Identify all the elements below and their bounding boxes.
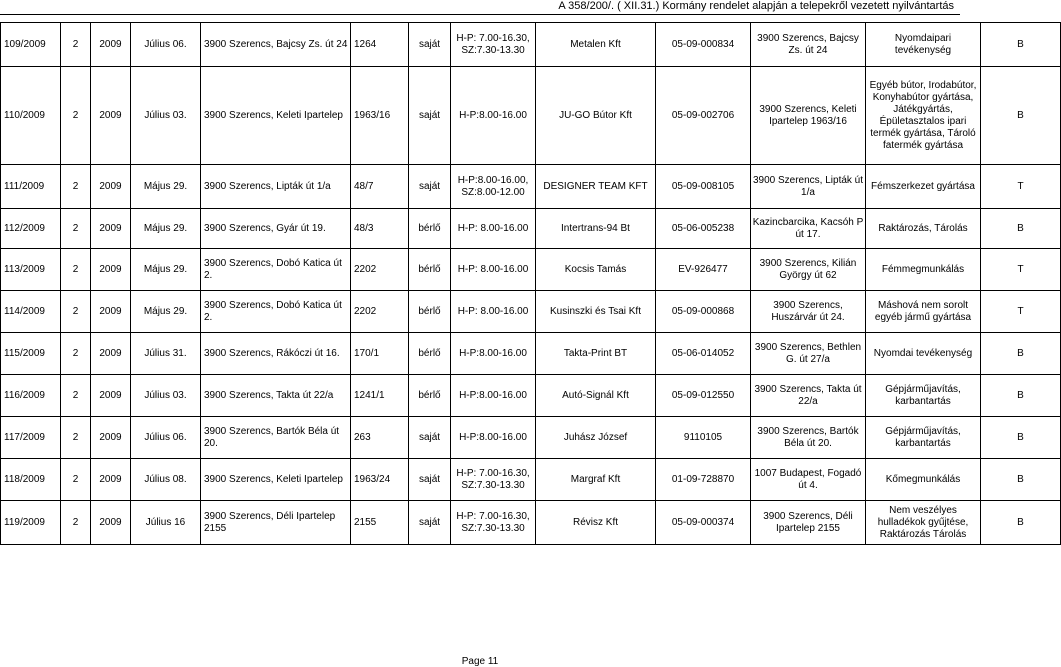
cell-activity: Gépjárműjavítás, karbantartás [866,417,981,459]
cell-year: 2009 [91,67,131,165]
registry-table [0,22,1061,545]
cell-operator-name: Metalen Kft [536,23,656,67]
cell-activity: Kőmegmunkálás [866,459,981,501]
cell-operator-name: Autó-Signál Kft [536,375,656,417]
cell-reg-number: 119/2009 [1,501,61,545]
cell-date: Július 06. [131,417,201,459]
cell-category: 2 [61,417,91,459]
cell-registration-number: 05-09-002706 [656,67,751,165]
cell-operator-name: Juhász József [536,417,656,459]
cell-activity: Nem veszélyes hulladékok gyűjtése, Raktározás Tárolás [866,501,981,545]
cell-reg-number: 117/2009 [1,417,61,459]
cell-site-address: 3900 Szerencs, Keleti Ipartelep [201,459,351,501]
cell-operator-address: 3900 Szerencs, Keleti Ipartelep 1963/16 [751,67,866,165]
cell-classification: B [981,375,1061,417]
cell-classification: B [981,417,1061,459]
cell-classification: T [981,249,1061,291]
cell-opening-hours: H-P: 8.00-16.00 [451,291,536,333]
cell-registration-number: 05-06-005238 [656,209,751,249]
cell-category: 2 [61,67,91,165]
cell-activity: Fémmegmunkálás [866,249,981,291]
cell-reg-number: 114/2009 [1,291,61,333]
cell-operator-name: Kocsis Tamás [536,249,656,291]
cell-ownership: bérlő [409,209,451,249]
cell-site-address: 3900 Szerencs, Keleti Ipartelep [201,67,351,165]
cell-category: 2 [61,333,91,375]
cell-opening-hours: H-P: 7.00-16.30, SZ:7.30-13.30 [451,23,536,67]
table-row [1,165,1061,209]
cell-opening-hours: H-P: 8.00-16.00 [451,249,536,291]
cell-classification: B [981,459,1061,501]
cell-ownership: bérlő [409,249,451,291]
cell-operator-address: 3900 Szerencs, Bajcsy Zs. út 24 [751,23,866,67]
cell-classification: T [981,291,1061,333]
cell-reg-number: 109/2009 [1,23,61,67]
cell-date: Július 03. [131,375,201,417]
cell-registration-number: 9110105 [656,417,751,459]
cell-registration-number: EV-926477 [656,249,751,291]
table-row [1,417,1061,459]
cell-category: 2 [61,375,91,417]
cell-site-address: 3900 Szerencs, Gyár út 19. [201,209,351,249]
page-number: Page 11 [461,656,499,667]
cell-operator-address: Kazincbarcika, Kacsóh P út 17. [751,209,866,249]
cell-parcel-number: 1264 [351,23,409,67]
cell-date: Július 06. [131,23,201,67]
cell-reg-number: 115/2009 [1,333,61,375]
table-row [1,291,1061,333]
cell-date: Május 29. [131,209,201,249]
cell-ownership: saját [409,67,451,165]
cell-date: Július 31. [131,333,201,375]
cell-activity: Raktározás, Tárolás [866,209,981,249]
cell-operator-address: 3900 Szerencs, Bartók Béla út 20. [751,417,866,459]
cell-year: 2009 [91,375,131,417]
cell-year: 2009 [91,501,131,545]
cell-parcel-number: 2155 [351,501,409,545]
cell-parcel-number: 2202 [351,291,409,333]
cell-opening-hours: H-P: 8.00-16.00 [451,209,536,249]
cell-operator-name: Révisz Kft [536,501,656,545]
cell-parcel-number: 1963/24 [351,459,409,501]
cell-year: 2009 [91,23,131,67]
cell-site-address: 3900 Szerencs, Dobó Katica út 2. [201,249,351,291]
cell-classification: B [981,501,1061,545]
cell-registration-number: 05-09-008105 [656,165,751,209]
cell-year: 2009 [91,417,131,459]
table-row [1,249,1061,291]
cell-year: 2009 [91,291,131,333]
cell-site-address: 3900 Szerencs, Bartók Béla út 20. [201,417,351,459]
table-row [1,333,1061,375]
cell-category: 2 [61,165,91,209]
cell-classification: B [981,67,1061,165]
cell-ownership: saját [409,165,451,209]
cell-operator-name: Margraf Kft [536,459,656,501]
cell-date: Július 08. [131,459,201,501]
cell-parcel-number: 2202 [351,249,409,291]
cell-category: 2 [61,209,91,249]
cell-operator-address: 1007 Budapest, Fogadó út 4. [751,459,866,501]
cell-operator-name: Kusinszki és Tsai Kft [536,291,656,333]
table-row [1,375,1061,417]
cell-ownership: bérlő [409,375,451,417]
cell-opening-hours: H-P:8.00-16.00 [451,67,536,165]
cell-parcel-number: 48/7 [351,165,409,209]
cell-operator-name: Intertrans-94 Bt [536,209,656,249]
cell-operator-address: 3900 Szerencs, Kilián György út 62 [751,249,866,291]
cell-date: Július 03. [131,67,201,165]
document-header: A 358/200/. ( XII.31.) Kormány rendelet alapján a telepekről vezetett nyilvántartás [558,0,954,12]
header-rule [0,14,960,15]
cell-year: 2009 [91,333,131,375]
cell-registration-number: 01-09-728870 [656,459,751,501]
cell-registration-number: 05-09-000834 [656,23,751,67]
cell-activity: Egyéb bútor, Irodabútor, Konyhabútor gyártása, Játékgyártás, Épületasztalos ipari termék gyártása, Tároló fatermék gyártása [866,67,981,165]
cell-category: 2 [61,23,91,67]
cell-ownership: bérlő [409,333,451,375]
cell-category: 2 [61,459,91,501]
cell-activity: Gépjárműjavítás, karbantartás [866,375,981,417]
cell-date: Május 29. [131,291,201,333]
table-row [1,67,1061,165]
cell-ownership: saját [409,459,451,501]
cell-opening-hours: H-P: 7.00-16.30, SZ:7.30-13.30 [451,501,536,545]
cell-opening-hours: H-P:8.00-16.00, SZ:8.00-12.00 [451,165,536,209]
cell-site-address: 3900 Szerencs, Bajcsy Zs. út 24 [201,23,351,67]
cell-site-address: 3900 Szerencs, Déli Ipartelep 2155 [201,501,351,545]
cell-operator-address: 3900 Szerencs, Bethlen G. út 27/a [751,333,866,375]
cell-reg-number: 113/2009 [1,249,61,291]
cell-classification: B [981,23,1061,67]
cell-activity: Fémszerkezet gyártása [866,165,981,209]
cell-parcel-number: 1241/1 [351,375,409,417]
cell-opening-hours: H-P: 7.00-16.30, SZ:7.30-13.30 [451,459,536,501]
cell-reg-number: 118/2009 [1,459,61,501]
cell-site-address: 3900 Szerencs, Rákóczi út 16. [201,333,351,375]
cell-ownership: bérlő [409,291,451,333]
cell-activity: Nyomdai tevékenység [866,333,981,375]
cell-site-address: 3900 Szerencs, Dobó Katica út 2. [201,291,351,333]
cell-operator-name: Takta-Print BT [536,333,656,375]
table-row [1,209,1061,249]
cell-reg-number: 110/2009 [1,67,61,165]
cell-year: 2009 [91,165,131,209]
table-row [1,459,1061,501]
cell-ownership: saját [409,501,451,545]
cell-year: 2009 [91,209,131,249]
cell-registration-number: 05-09-012550 [656,375,751,417]
cell-parcel-number: 263 [351,417,409,459]
cell-operator-name: JU-GO Bútor Kft [536,67,656,165]
table-row [1,501,1061,545]
cell-site-address: 3900 Szerencs, Lipták út 1/a [201,165,351,209]
cell-category: 2 [61,291,91,333]
cell-year: 2009 [91,459,131,501]
table-row [1,23,1061,67]
cell-operator-address: 3900 Szerencs, Huszárvár út 24. [751,291,866,333]
cell-category: 2 [61,501,91,545]
cell-classification: B [981,209,1061,249]
cell-registration-number: 05-06-014052 [656,333,751,375]
cell-opening-hours: H-P:8.00-16.00 [451,375,536,417]
cell-reg-number: 111/2009 [1,165,61,209]
cell-date: Május 29. [131,249,201,291]
cell-ownership: saját [409,417,451,459]
cell-date: Július 16 [131,501,201,545]
cell-parcel-number: 170/1 [351,333,409,375]
cell-reg-number: 116/2009 [1,375,61,417]
cell-registration-number: 05-09-000868 [656,291,751,333]
cell-ownership: saját [409,23,451,67]
cell-activity: Máshová nem sorolt egyéb jármű gyártása [866,291,981,333]
cell-operator-address: 3900 Szerencs, Déli Ipartelep 2155 [751,501,866,545]
cell-opening-hours: H-P:8.00-16.00 [451,333,536,375]
cell-operator-address: 3900 Szerencs, Takta út 22/a [751,375,866,417]
cell-date: Május 29. [131,165,201,209]
cell-registration-number: 05-09-000374 [656,501,751,545]
cell-opening-hours: H-P:8.00-16.00 [451,417,536,459]
cell-site-address: 3900 Szerencs, Takta út 22/a [201,375,351,417]
cell-parcel-number: 1963/16 [351,67,409,165]
cell-parcel-number: 48/3 [351,209,409,249]
cell-year: 2009 [91,249,131,291]
cell-activity: Nyomdaipari tevékenység [866,23,981,67]
cell-classification: T [981,165,1061,209]
cell-reg-number: 112/2009 [1,209,61,249]
cell-category: 2 [61,249,91,291]
cell-classification: B [981,333,1061,375]
cell-operator-address: 3900 Szerencs, Lipták út 1/a [751,165,866,209]
cell-operator-name: DESIGNER TEAM KFT [536,165,656,209]
